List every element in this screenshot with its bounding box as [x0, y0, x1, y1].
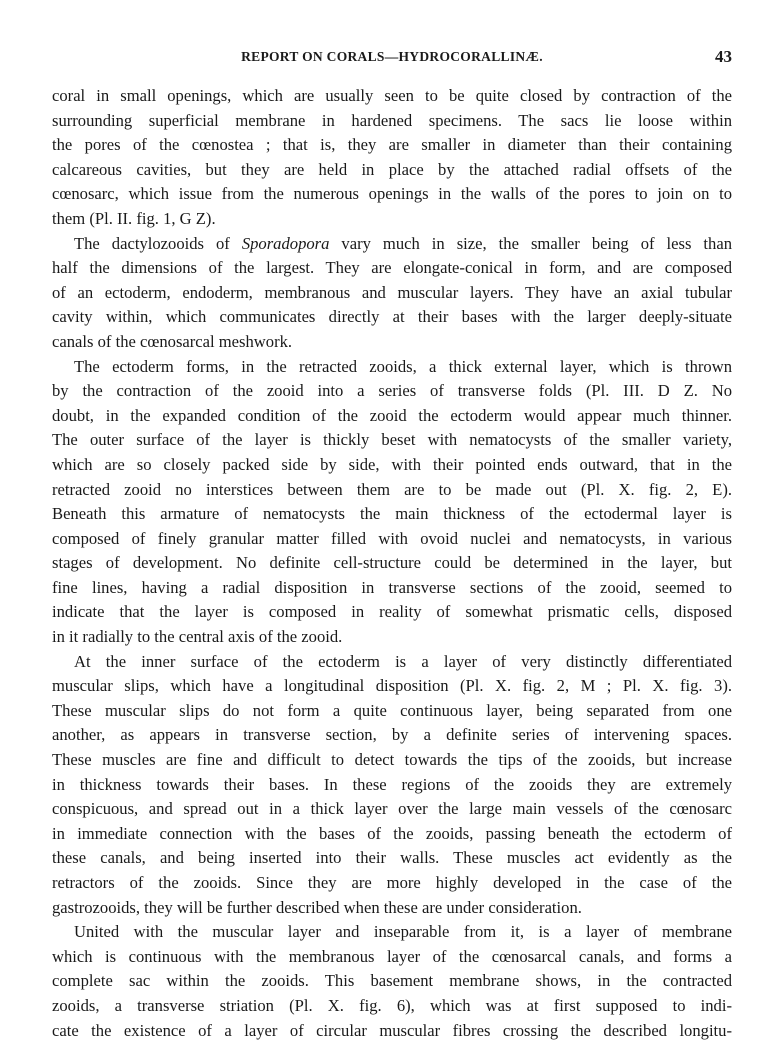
line-text: in immediate connection with the bases of the zooids, passing beneath the ectoderm of	[52, 823, 732, 843]
text-line	[52, 355, 732, 380]
line-text: canals of the cœnosarcal meshwork.	[52, 331, 293, 351]
body-text	[52, 84, 732, 1043]
text-line	[52, 773, 732, 798]
text-line	[52, 379, 732, 404]
running-header	[52, 47, 732, 69]
text-line	[52, 822, 732, 847]
text-line	[52, 428, 732, 453]
paragraph	[52, 84, 732, 232]
text-line	[52, 1019, 732, 1044]
line-text: fine lines, having a radial disposition in transverse sections of the zooid, seemed to	[52, 577, 732, 597]
line-text: surrounding superficial membrane in hardened specimens. The sacs lie loose within	[52, 110, 732, 130]
text-line	[52, 576, 732, 601]
line-text: which are so closely packed side by side, with their pointed ends outward, that in the	[52, 454, 732, 474]
line-text: cavity within, which communicates directly at their bases with the larger deeply-situate	[52, 307, 732, 327]
text-line	[52, 478, 732, 503]
line-text: by the contraction of the zooid into a series of transverse folds (Pl. III. D Z. No	[52, 381, 732, 401]
line-text: muscular slips, which have a longitudinal disposition (Pl. X. fig. 2, M ; Pl. X. fig. 3).	[52, 676, 732, 696]
text-line	[52, 305, 732, 330]
line-text: Beneath this armature of nematocysts the main thickness of the ectodermal layer is	[52, 504, 732, 524]
line-text	[74, 232, 732, 257]
text-line	[52, 797, 732, 822]
text-line	[52, 158, 732, 183]
text-line	[52, 330, 732, 355]
line-text: of an ectoderm, endoderm, membranous and muscular layers. They have an axial tubular	[52, 282, 732, 302]
line-text: conspicuous, and spread out in a thick layer over the large main vessels of the cœnosarc	[52, 799, 732, 819]
genus-name: Sporadopora	[241, 233, 330, 253]
line-segment: The dactylozooids of	[74, 233, 242, 253]
paragraph	[52, 232, 732, 355]
paragraph	[52, 920, 732, 1043]
text-line	[52, 945, 732, 970]
line-text: zooids, a transverse striation (Pl. X. fig. 6), which was at first supposed to indi-	[52, 995, 732, 1015]
text-line	[52, 232, 732, 257]
text-line	[52, 699, 732, 724]
line-segment: vary much in size, the smaller being of less than	[329, 233, 733, 253]
line-text: stages of development. No definite cell-structure could be determined in the layer, but	[52, 553, 732, 573]
text-line	[52, 281, 732, 306]
text-line	[52, 625, 732, 650]
line-text: in thickness towards their bases. In these regions of the zooids they are extremely	[52, 774, 732, 794]
text-line	[52, 723, 732, 748]
text-line	[52, 133, 732, 158]
line-text: cate the existence of a layer of circular muscular fibres crossing the described longitu-	[52, 1020, 732, 1040]
text-line	[52, 207, 732, 232]
line-text: The outer surface of the layer is thickly beset with nematocysts of the smaller variety,	[52, 430, 732, 450]
paragraph	[52, 355, 732, 650]
text-line	[52, 896, 732, 921]
line-text: the pores of the cœnostea ; that is, they are smaller in diameter than their containing	[52, 135, 732, 155]
paragraph	[52, 650, 732, 921]
text-line	[52, 969, 732, 994]
text-line	[52, 600, 732, 625]
line-text: gastrozooids, they will be further described when these are under consideration.	[52, 897, 582, 917]
line-text: indicate that the layer is composed in reality of somewhat prismatic cells, disposed	[52, 602, 732, 622]
line-text: United with the muscular layer and inseparable from it, is a layer of membrane	[74, 922, 732, 942]
line-text: These muscular slips do not form a quite continuous layer, being separated from one	[52, 700, 732, 720]
line-text: retractors of the zooids. Since they are more highly developed in the case of the	[52, 873, 732, 892]
text-line	[52, 748, 732, 773]
text-line	[52, 502, 732, 527]
line-text: These muscles are fine and difficult to detect towards the tips of the zooids, but increase	[52, 750, 732, 770]
line-text: another, as appears in transverse section, by a definite series of intervening spaces.	[52, 725, 732, 745]
text-line	[52, 84, 732, 109]
line-text: doubt, in the expanded condition of the zooid the ectoderm would appear much thinner.	[52, 405, 732, 425]
line-text: At the inner surface of the ectoderm is a layer of very distinctly differentiated	[74, 651, 732, 671]
running-title: REPORT ON CORALS—HYDROCORALLINÆ.	[241, 49, 543, 64]
line-text: coral in small openings, which are usually seen to be quite closed by contraction of the	[52, 86, 732, 105]
text-line	[52, 527, 732, 552]
text-line	[52, 404, 732, 429]
line-text: half the dimensions of the largest. They are elongate-conical in form, and are composed	[52, 258, 732, 278]
page-number: 43	[715, 47, 732, 66]
line-text: calcareous cavities, but they are held in place by the attached radial offsets of the	[52, 159, 732, 179]
text-line	[52, 650, 732, 675]
text-line	[52, 182, 732, 207]
line-text: complete sac within the zooids. This basement membrane shows, in the contracted	[52, 971, 732, 991]
text-line	[52, 109, 732, 134]
line-text: composed of finely granular matter filled with ovoid nuclei and nematocysts, in various	[52, 528, 732, 548]
text-line	[52, 994, 732, 1019]
text-line	[52, 871, 732, 896]
text-line	[52, 256, 732, 281]
text-line	[52, 920, 732, 945]
line-text: these canals, and being inserted into their walls. These muscles act evidently as the	[52, 848, 732, 868]
text-line	[52, 453, 732, 478]
line-text: which is continuous with the membranous layer of the cœnosarcal canals, and forms a	[52, 946, 732, 966]
text-line	[52, 551, 732, 576]
line-text: retracted zooid no interstices between them are to be made out (Pl. X. fig. 2, E).	[52, 479, 732, 499]
text-line	[52, 846, 732, 871]
line-text: The ectoderm forms, in the retracted zooids, a thick external layer, which is thrown	[74, 356, 732, 376]
line-text: in it radially to the central axis of the zooid.	[52, 627, 343, 647]
text-line	[52, 674, 732, 699]
line-text: them (Pl. II. fig. 1, G Z).	[52, 208, 216, 228]
line-text: cœnosarc, which issue from the numerous openings in the walls of the pores to join on to	[52, 184, 732, 204]
